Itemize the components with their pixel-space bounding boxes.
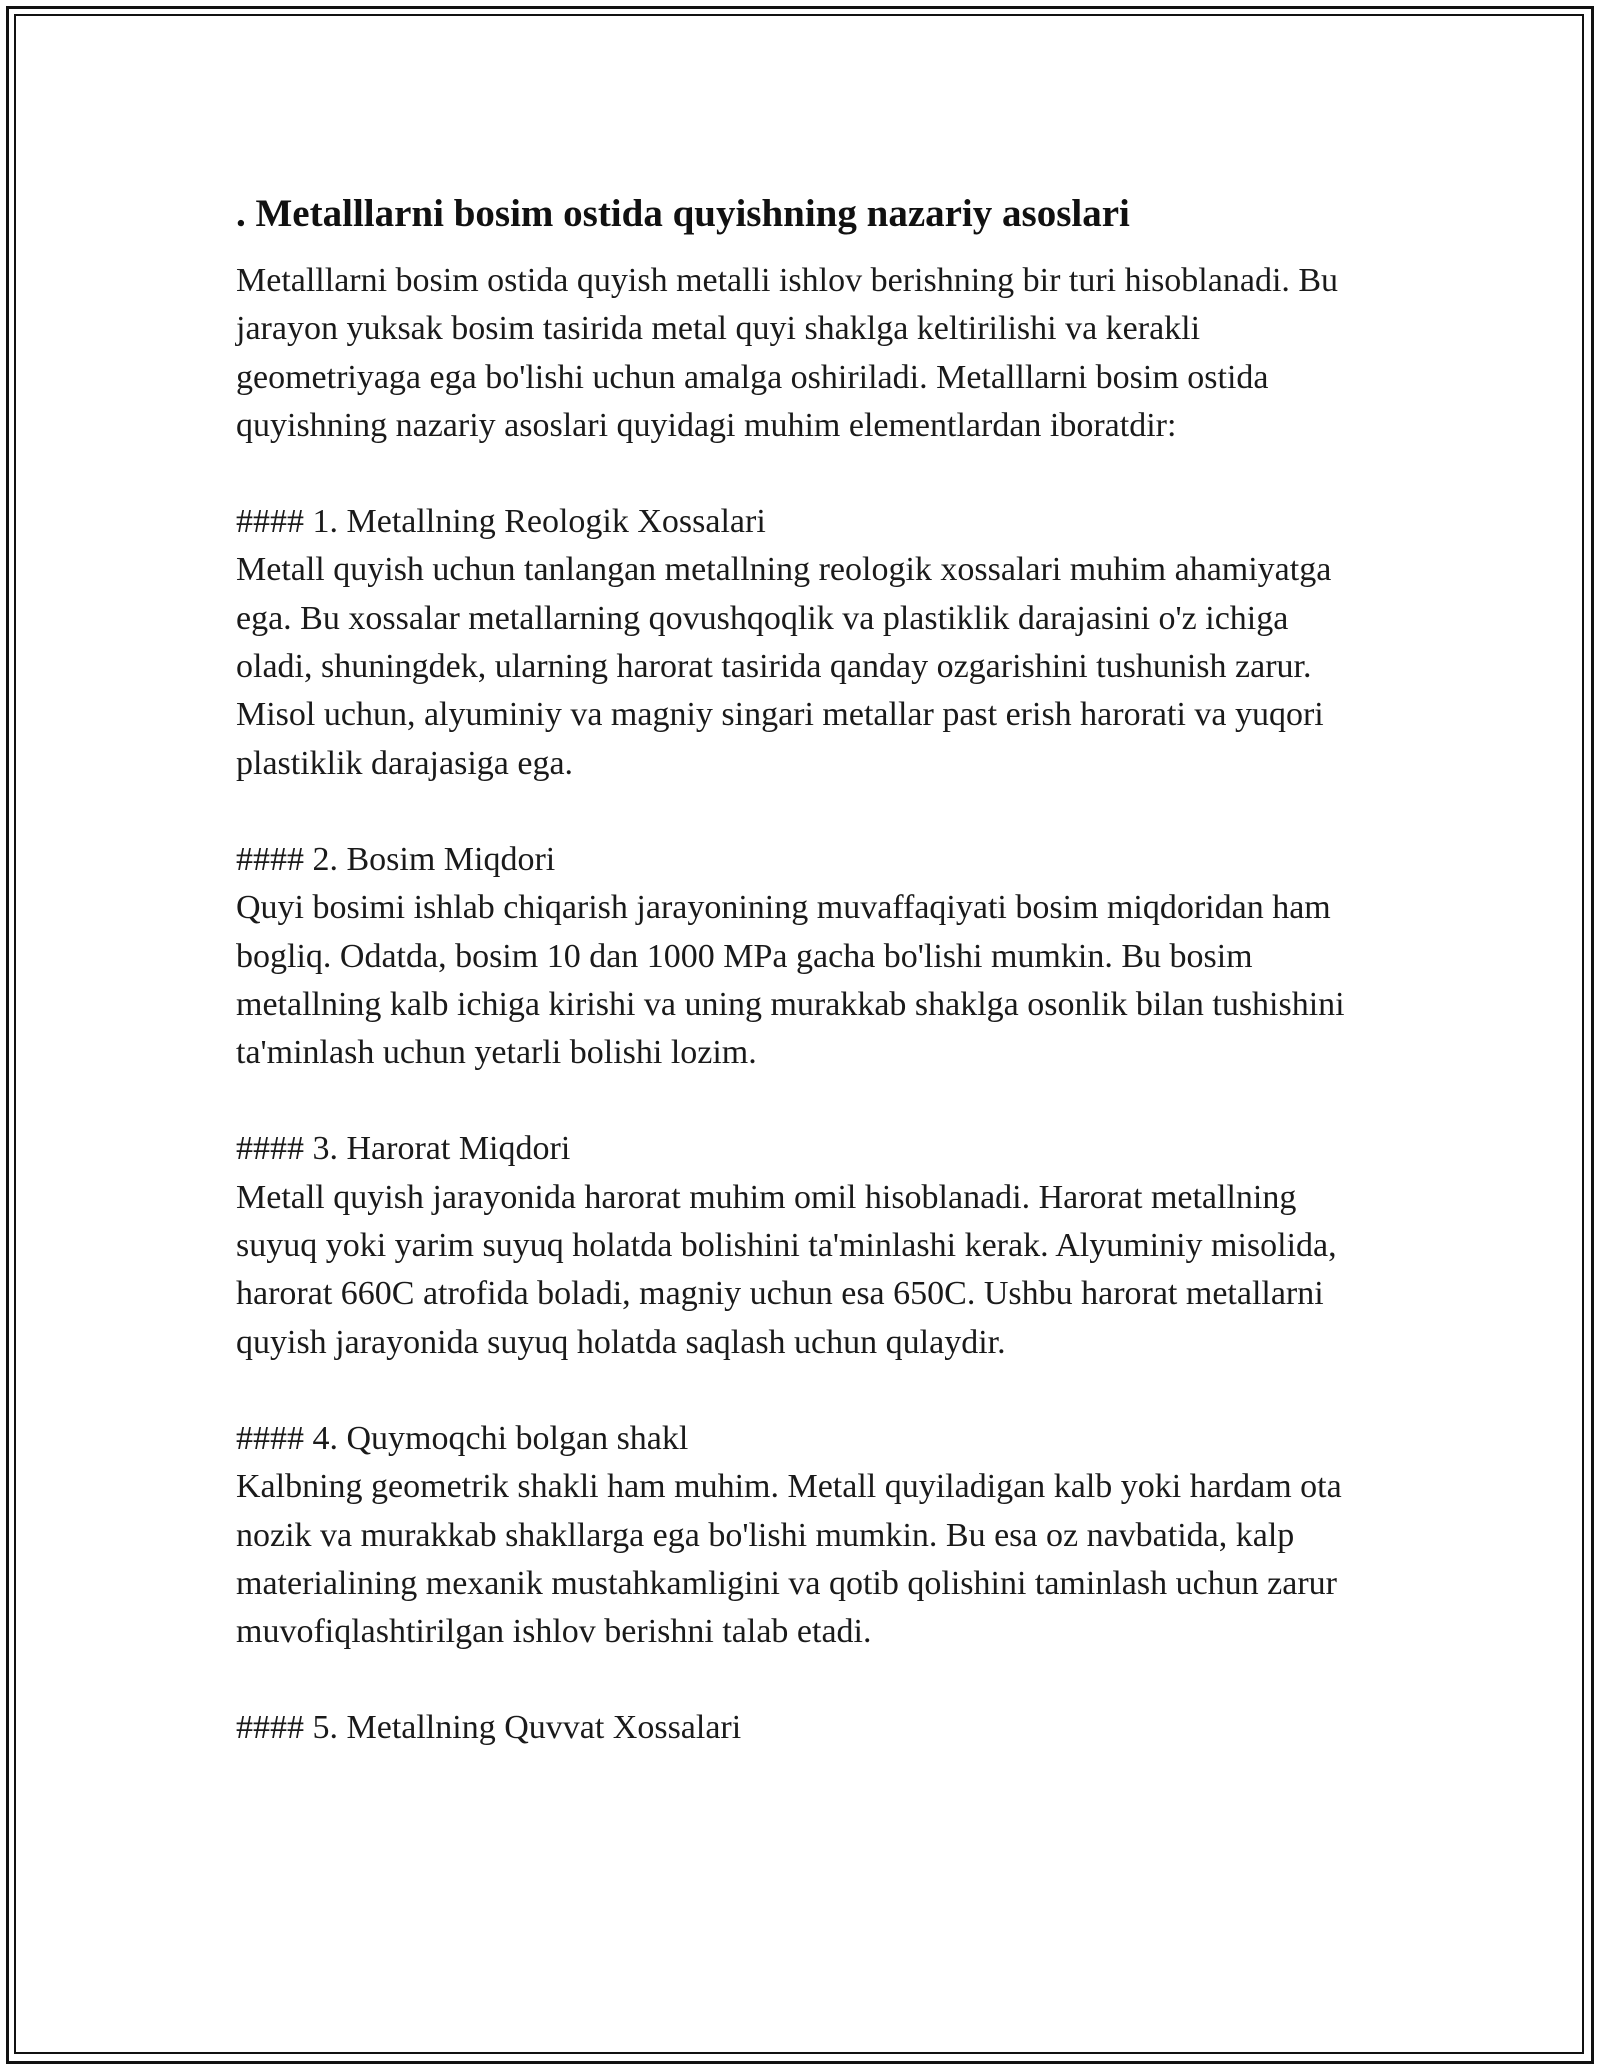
section-heading: #### 5. Metallning Quvvat Xossalari bbox=[236, 1709, 742, 1747]
section-body: Quyi bosimi ishlab chiqarish jarayonining muvaffaqiyati bosim miqdoridan ham bogliq. Odatda, bosim 10 dan 1000 MPa gacha bo'lishi mumkin. Bu bosim metallning kalb ichiga kirishi va uning murakkab shaklga osonlik bilan tushishini ta'minlash uchun yetarli bolishi lozim. bbox=[236, 889, 1345, 1072]
section-body: Kalbning geometrik shakli ham muhim. Metall quyiladigan kalb yoki hardam ota nozik va murakkab shakllarga ega bo'lishi mumkin. Bu esa oz navbatida, kalp materialining mexanik mustahkamligini va qotib qolishini taminlash uchun zarur muvofiqlashtirilgan ishlov berishni talab etadi. bbox=[236, 1468, 1342, 1651]
section-harorat-miqdori bbox=[236, 1125, 1366, 1366]
section-body: Metall quyish uchun tanlangan metallning reologik xossalari muhim ahamiyatga ega. Bu xossalar metallarning qovushqoqlik va plastiklik darajasini o'z ichiga oladi, shuningdek, ularning harorat tasirida qanday ozgarishini tushunish zarur. Misol uchun, alyuminiy va magniy singari metallar past erish harorati va yuqori plastiklik darajasiga ega. bbox=[236, 551, 1332, 782]
section-heading: #### 3. Harorat Miqdori bbox=[236, 1130, 571, 1168]
section-heading: #### 4. Quymoqchi bolgan shakl bbox=[236, 1419, 689, 1457]
section-heading: #### 2. Bosim Miqdori bbox=[236, 840, 556, 878]
section-quvvat-xossalari bbox=[236, 1704, 1366, 1752]
intro-paragraph: Metalllarni bosim ostida quyish metalli ishlov berishning bir turi hisoblanadi. Bu jarayon yuksak bosim tasirida metal quyi shaklga keltirilishi va kerakli geometriyaga ega bo'lishi uchun amalga oshiriladi. Metalllarni bosim ostida quyishning nazariy asoslari quyidagi muhim elementlardan iboratdir: bbox=[236, 262, 1339, 444]
section-quymoqchi-shakl bbox=[236, 1415, 1366, 1656]
section-heading: #### 1. Metallning Reologik Xossalari bbox=[236, 503, 766, 541]
document-page bbox=[236, 188, 1366, 1753]
section-reologik-xossalari bbox=[236, 498, 1366, 788]
section-body: Metall quyish jarayonida harorat muhim omil hisoblanadi. Harorat metallning suyuq yoki yarim suyuq holatda bolishini ta'minlashi kerak. Alyuminiy misolida, harorat 660C atrofida boladi, magniy uchun esa 650C. Ushbu harorat metallarni quyish jarayonida suyuq holatda saqlash uchun qulaydir. bbox=[236, 1178, 1337, 1361]
section-bosim-miqdori bbox=[236, 836, 1366, 1077]
document-title: . Metalllarni bosim ostida quyishning nazariy asoslari bbox=[236, 192, 1130, 235]
